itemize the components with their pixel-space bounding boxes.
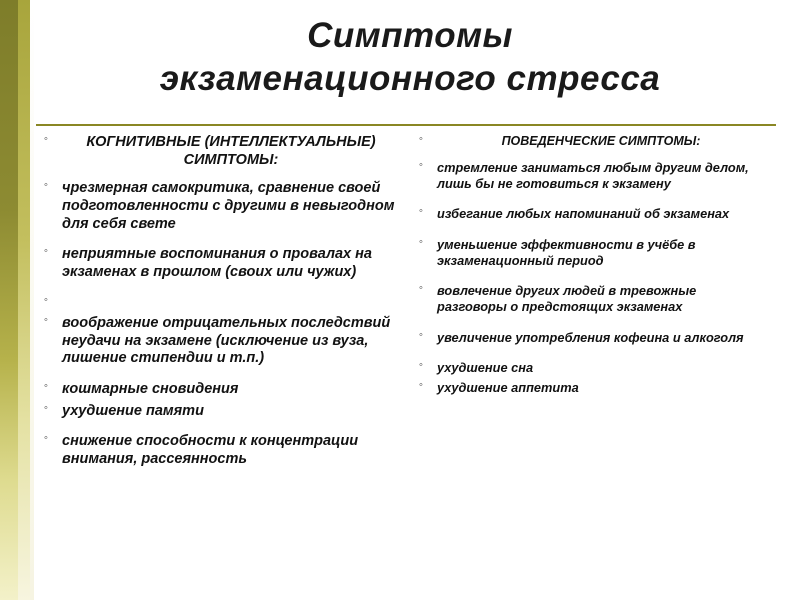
behavioral-list <box>415 134 765 395</box>
slide-title <box>60 14 760 101</box>
behavioral-heading: ◦ ПОВЕДЕНЧЕСКИЕ СИМПТОМЫ: <box>415 134 765 149</box>
list-item <box>40 295 400 302</box>
title-line-1: Симптомы <box>307 16 513 55</box>
content-columns <box>0 134 800 594</box>
list-item: ◦ чрезмерная самокритика, сравнение своей подготовленности с другими в невыгодном для себя свете <box>40 180 400 233</box>
column-cognitive <box>40 134 400 482</box>
title-line-2: экзаменационного стресса <box>159 59 661 99</box>
list-item: ◦ неприятные воспоминания о провалах на экзаменах в прошлом (своих или чужих) <box>40 246 400 281</box>
title-divider <box>36 124 776 126</box>
cognitive-heading: ◦ КОГНИТИВНЫЕ (ИНТЕЛЛЕКТУАЛЬНЫЕ) СИМПТОМЫ: <box>40 134 400 169</box>
list-item: ◦ ухудшение сна <box>415 360 765 376</box>
list-item: ◦ кошмарные сновидения <box>40 381 400 399</box>
list-item: ◦ ухудшение аппетита <box>415 380 765 396</box>
list-item: ◦ ухудшение памяти <box>40 403 400 421</box>
cognitive-list <box>40 134 400 469</box>
list-item: ◦ уменьшение эффективности в учёбе в экзаменационный период <box>415 237 765 268</box>
column-behavioral <box>415 134 765 410</box>
list-item: ◦ снижение способности к концентрации внимания, рассеянность <box>40 433 400 468</box>
list-item: ◦ воображение отрицательных последствий неудачи на экзамене (исключение из вуза, лишение стипендии и т.п.) <box>40 315 400 368</box>
list-item: ◦ избегание любых напоминаний об экзаменах <box>415 206 765 222</box>
list-item: ◦ стремление заниматься любым другим делом, лишь бы не готовиться к экзамену <box>415 160 765 191</box>
list-item: ◦ увеличение употребления кофеина и алкоголя <box>415 330 765 346</box>
list-item: ◦ вовлечение других людей в тревожные разговоры о предстоящих экзаменах <box>415 283 765 314</box>
